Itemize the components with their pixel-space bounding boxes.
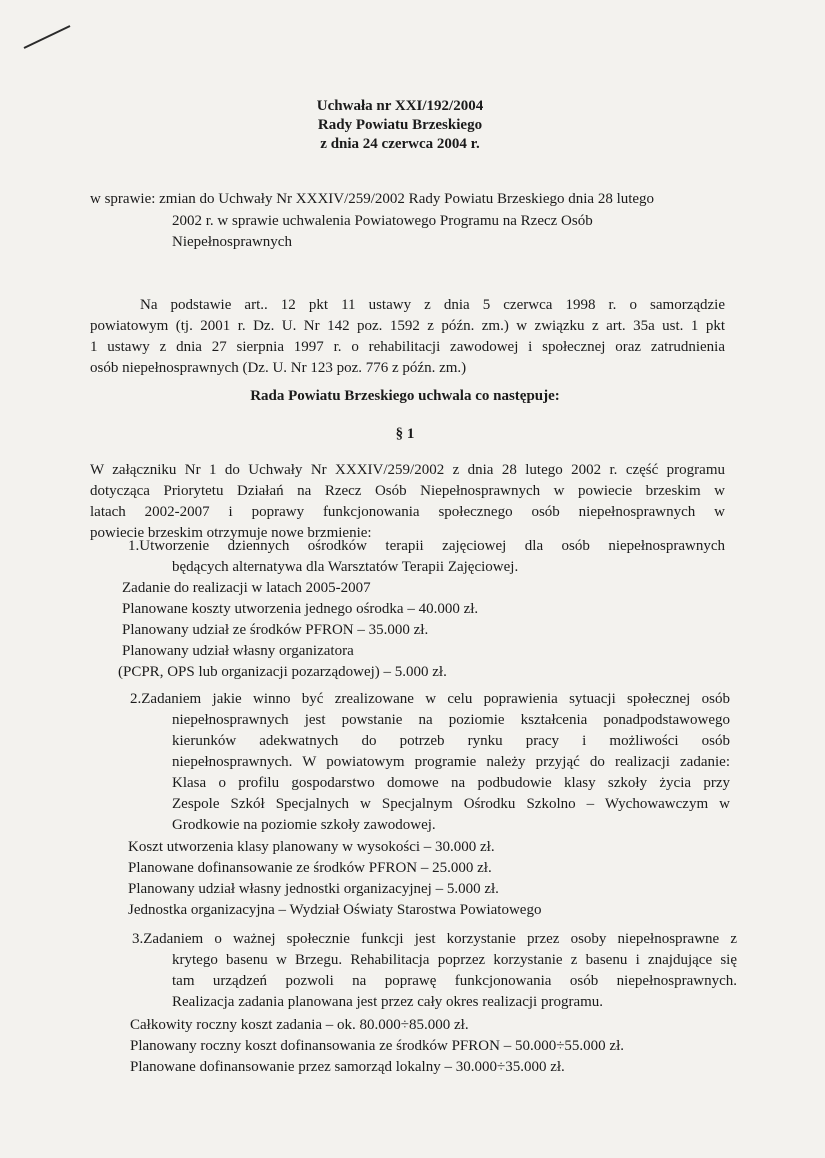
subject-line: w sprawie: zmian do Uchwały Nr XXXIV/259/2002 Rady Powiatu Brzeskiego dnia 28 lutego [90,191,655,207]
item-line: kierunków adekwatnych do potrzeb rynku pracy i możliwości osób [172,733,730,749]
resolution-title [200,97,600,154]
basis-line: osób niepełnosprawnych (Dz. U. Nr 123 poz. 776 z późn. zm.) [90,360,467,376]
item-line: 2.Zadaniem jakie winno być zrealizowane w celu poprawienia sytuacji społecznej osób [130,691,730,707]
intro-line: powiecie brzeskim otrzymuje nowe brzmienie: [90,525,372,541]
intro-line: dotycząca Priorytetu Działań na Rzecz Osób Niepełnosprawnych w powiecie brzeskim w [90,483,725,499]
item-line: Realizacja zadania planowana jest przez cały okres realizacji programu. [172,994,604,1010]
item-line: tam urządzeń pozwoli na poprawę funkcjonowania osób niepełnosprawnych. [172,973,737,989]
intro-line: W załączniku Nr 1 do Uchwały Nr XXXIV/259/2002 z dnia 28 lutego 2002 r. część programu [90,462,725,478]
item-detail: Planowany roczny koszt dofinansowania ze środków PFRON – 50.000÷55.000 zł. [130,1038,624,1054]
basis-line: 1 ustawy z dnia 27 sierpnia 1997 r. o rehabilitacji zawodowej i społecznej oraz zatrudnienia [90,339,725,355]
council-name: Rady Powiatu Brzeskiego [317,117,483,133]
item-line: 3.Zadaniem o ważnej społecznie funkcji jest korzystanie przez osoby niepełnosprawne z [132,931,737,947]
basis-line: Na podstawie art.. 12 pkt 11 ustawy z dnia 5 czerwca 1998 r. o samorządzie [140,297,725,313]
item-detail: Planowany udział ze środków PFRON – 35.000 zł. [122,622,429,638]
item-line: 1.Utworzenie dziennych ośrodków terapii zajęciowej dla osób niepełnosprawnych [128,538,725,554]
intro-line: latach 2002-2007 i poprawy funkcjonowania społecznego osób niepełnosprawnych w [90,504,725,520]
item-detail: Planowane dofinansowanie przez samorząd lokalny – 30.000÷35.000 zł. [130,1059,565,1075]
resolution-date: z dnia 24 czerwca 2004 r. [320,136,480,152]
subject-line: 2002 r. w sprawie uchwalenia Powiatowego Programu na Rzecz Osób [172,213,593,229]
item-detail: Koszt utworzenia klasy planowany w wysokości – 30.000 zł. [128,839,495,855]
item-detail: Planowane koszty utworzenia jednego ośrodka – 40.000 zł. [122,601,479,617]
basis-line: powiatowym (tj. 2001 r. Dz. U. Nr 142 poz. 1592 z późn. zm.) w związku z art. 35a ust. 1 pkt [90,318,725,334]
item-detail: Planowany udział własny jednostki organizacyjnej – 5.000 zł. [128,881,499,897]
item-detail: Planowany udział własny organizatora [122,643,354,659]
subject-line: Niepełnosprawnych [172,234,292,250]
item-line: Zespole Szkół Specjalnych w Specjalnym Ośrodku Szkolno – Wychowawczym w [172,796,730,812]
item-line: niepełnosprawnych jest powstanie na poziomie kształcenia ponadpodstawowego [172,712,730,728]
item-line: Grodkowie na poziomie szkoły zawodowej. [172,817,436,833]
resolution-number: Uchwała nr XXI/192/2004 [316,98,484,114]
item-detail: (PCPR, OPS lub organizacji pozarządowej) – 5.000 zł. [118,664,447,680]
item-line: krytego basenu w Brzegu. Rehabilitacja poprzez korzystanie z basenu i znajdujące się [172,952,737,968]
item-line: Klasa o profilu gospodarstwo domowe na podbudowie klasy szkoły życia przy [172,775,730,791]
pen-stroke-mark [22,22,72,52]
section-heading: § 1 [395,426,415,442]
item-detail: Jednostka organizacyjna – Wydział Oświaty Starostwa Powiatowego [128,902,542,918]
item-line: będących alternatywa dla Warsztatów Terapii Zajęciowej. [172,559,519,575]
resolves-heading: Rada Powiatu Brzeskiego uchwala co następuje: [250,388,560,404]
item-line: niepełnosprawnych. W powiatowym programie należy przyjąć do realizacji zadanie: [172,754,730,770]
item-detail: Zadanie do realizacji w latach 2005-2007 [122,580,371,596]
item-detail: Planowane dofinansowanie ze środków PFRON – 25.000 zł. [128,860,492,876]
item-detail: Całkowity roczny koszt zadania – ok. 80.000÷85.000 zł. [130,1017,469,1033]
